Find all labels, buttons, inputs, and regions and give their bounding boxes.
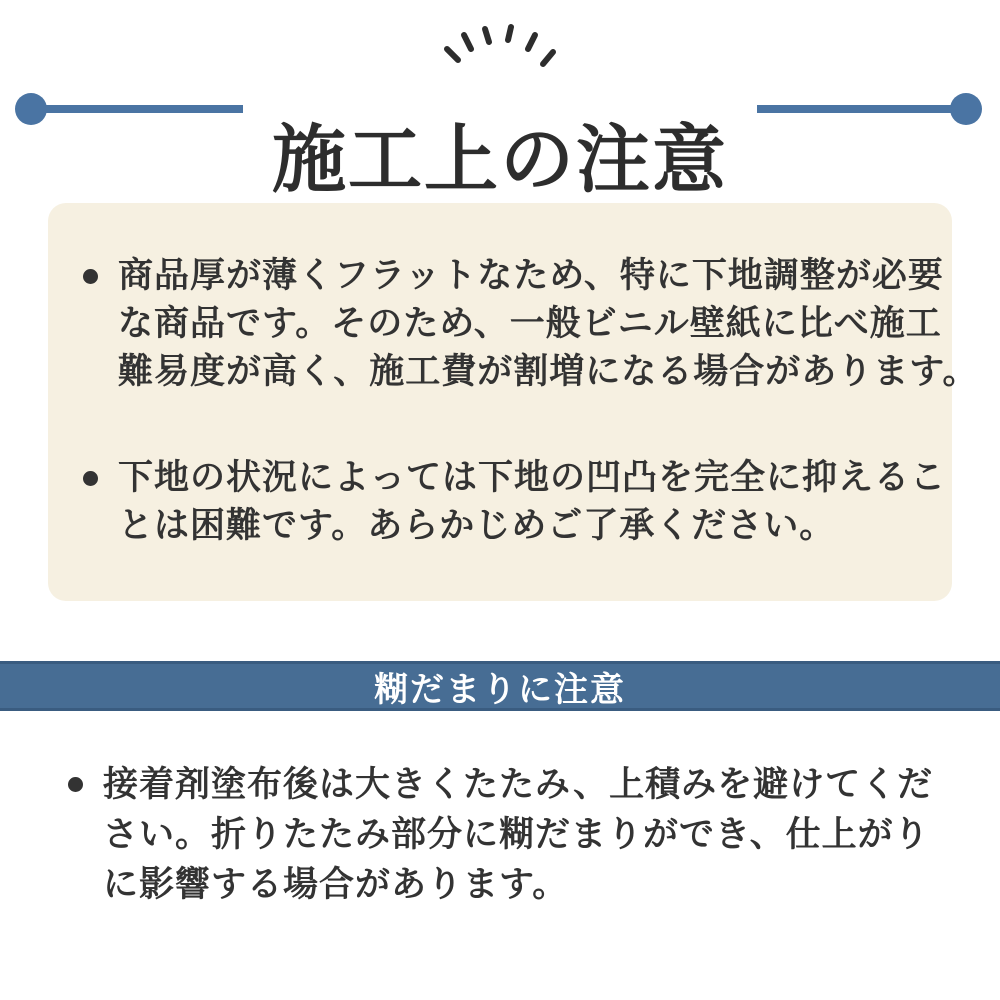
glue-warning-banner (0, 661, 1000, 711)
notice-text-2 (118, 454, 946, 550)
burst-emphasis-icon (400, 6, 600, 76)
list-item (83, 454, 947, 550)
bullet-icon (68, 777, 83, 792)
bullet-icon (83, 269, 98, 284)
glue-caution-section (68, 760, 968, 968)
glue-text-line: 接着剤塗布後は大きくたたみ、上積みを避けてくだ (103, 765, 934, 804)
title-rule-right (757, 105, 966, 113)
title-rule-left (31, 105, 243, 113)
list-item (83, 252, 979, 396)
title-rule-ball-right (950, 93, 982, 125)
notice-text-line: とは困難です。あらかじめご了承ください。 (118, 506, 836, 545)
notice-text-line: 下地の状況によっては下地の凹凸を完全に抑えるこ (118, 458, 947, 497)
notice-text-line: 難易度が高く、施工費が割増になる場合があります。 (118, 352, 979, 391)
banner-label: 糊だまりに注意 (374, 670, 626, 709)
construction-notice-box (48, 203, 979, 601)
list-item (68, 760, 968, 910)
notice-text-line: 商品厚が薄くフラットなため、特に下地調整が必要 (118, 256, 944, 295)
glue-text-line: さい。折りたたみ部分に糊だまりができ、仕上がり (103, 815, 930, 854)
notice-text-line: な商品です。そのため、一般ビニル壁紙に比べ施工 (118, 304, 942, 343)
glue-text (103, 760, 933, 910)
notice-text-1 (118, 252, 979, 396)
page-title: 施工上の注意 (272, 117, 728, 201)
bullet-icon (83, 471, 98, 486)
glue-text-line: に影響する場合があります。 (103, 865, 569, 904)
